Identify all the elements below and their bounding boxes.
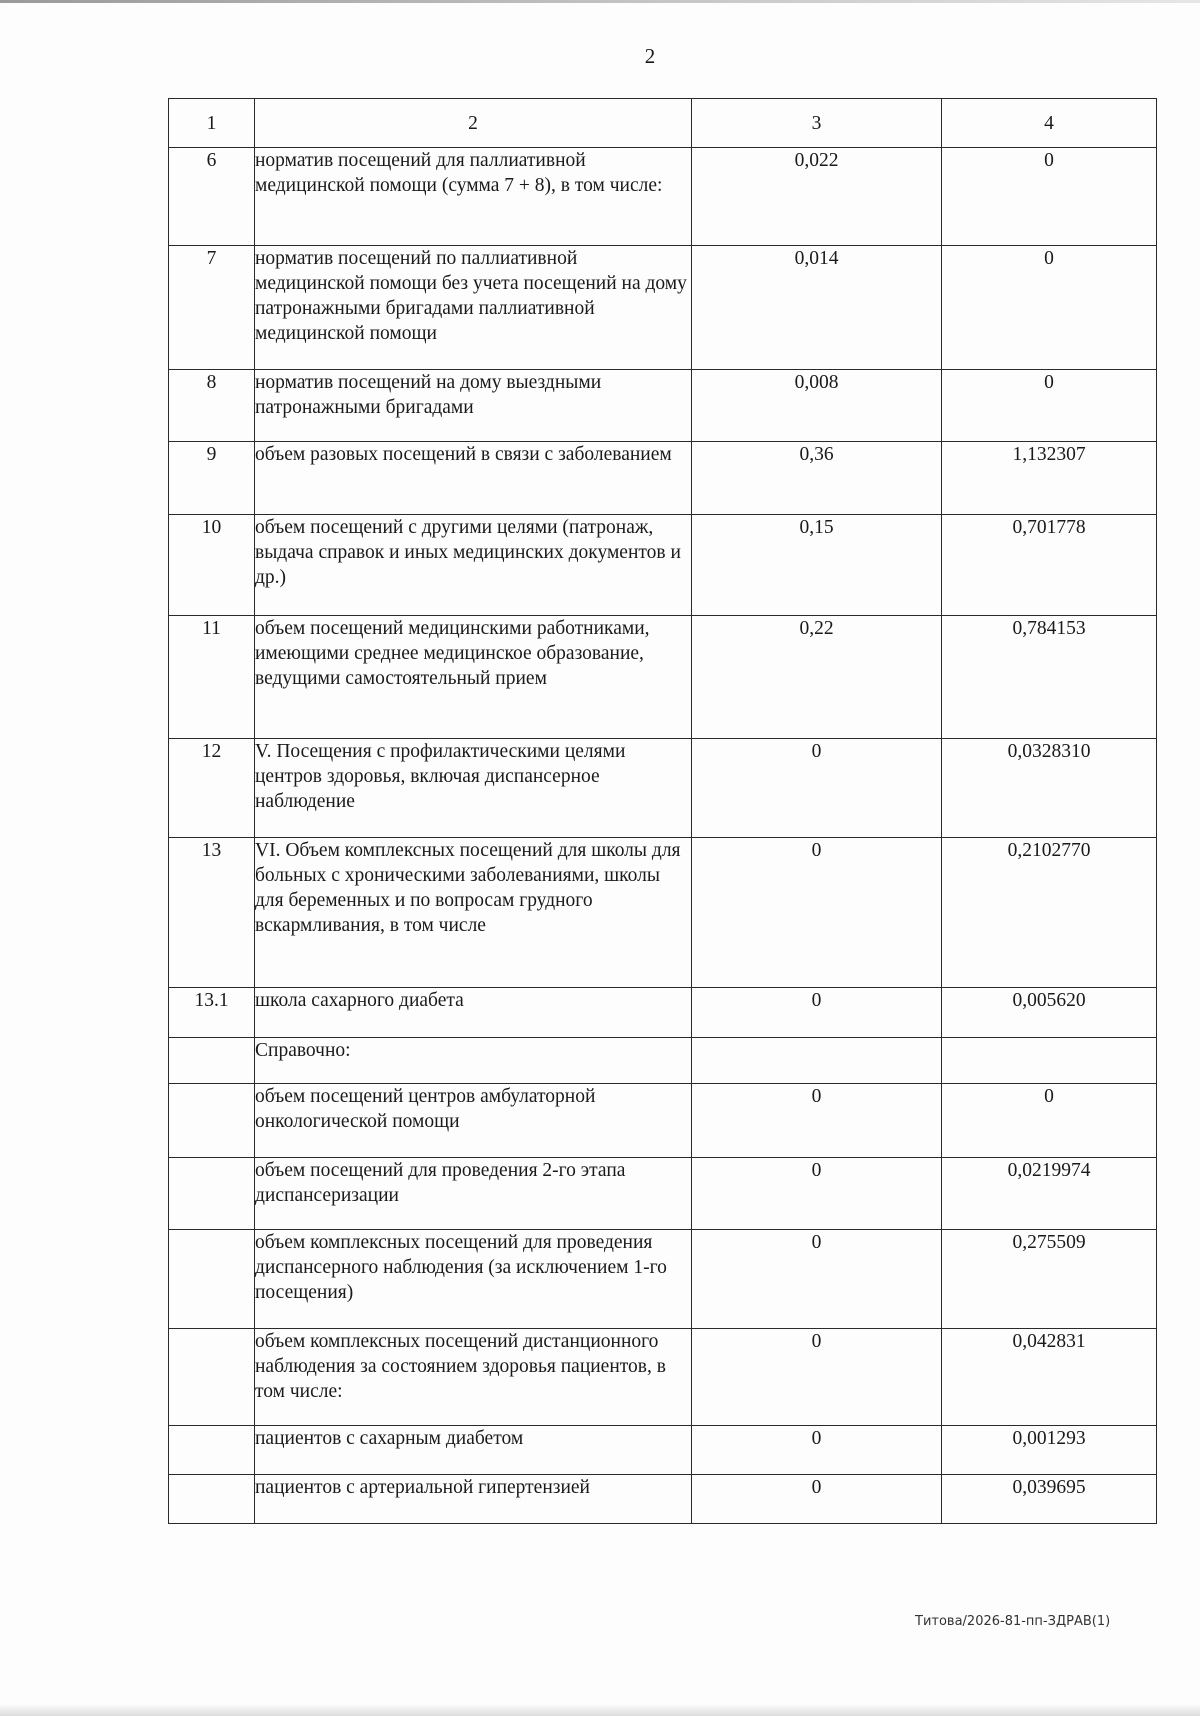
row-number [169,1329,255,1426]
table-row [169,988,1157,1038]
document-reference: Титова/2026-81-пп-ЗДРАВ(1) [915,1614,1111,1629]
row-number: 11 [169,616,255,739]
row-value-col4: 0,0219974 [942,1158,1157,1230]
row-description: объем посещений медицинскими работниками, имеющими среднее медицинское образование, ведущими самостоятельный прием [255,616,692,739]
row-number [169,1038,255,1084]
row-description: объем посещений для проведения 2-го этапа диспансеризации [255,1158,692,1230]
row-description: школа сахарного диабета [255,988,692,1038]
row-value-col4: 0,701778 [942,515,1157,616]
table-header-row [169,99,1157,148]
row-number: 10 [169,515,255,616]
row-description: норматив посещений по паллиативной медицинской помощи без учета посещений на дому патронажными бригадами паллиативной медицинской помощи [255,246,692,370]
table-row [169,1329,1157,1426]
row-value-col3: 0 [692,1475,942,1524]
header-cell-1: 1 [169,99,255,148]
row-number [169,1475,255,1524]
row-description: объем комплексных посещений дистанционного наблюдения за состоянием здоровья пациентов, в том числе: [255,1329,692,1426]
row-value-col3: 0 [692,1084,942,1158]
table-row [169,739,1157,838]
row-description: объем посещений с другими целями (патронаж, выдача справок и иных медицинских документов и др.) [255,515,692,616]
table-row [169,1230,1157,1329]
row-number [169,1230,255,1329]
table-row [169,1475,1157,1524]
row-number: 8 [169,370,255,442]
row-value-col4: 0,0328310 [942,739,1157,838]
table-row [169,246,1157,370]
row-value-col4 [942,1038,1157,1084]
row-value-col4: 0 [942,1084,1157,1158]
scan-top-edge [0,0,1200,3]
table-row [169,1158,1157,1230]
page-number: 2 [644,44,656,68]
row-value-col4: 0,784153 [942,616,1157,739]
row-value-col4: 0 [942,148,1157,246]
row-value-col4: 0,039695 [942,1475,1157,1524]
row-value-col3: 0 [692,1329,942,1426]
row-value-col3 [692,1038,942,1084]
row-description: объем разовых посещений в связи с заболеванием [255,442,692,515]
header-cell-4: 4 [942,99,1157,148]
row-number: 12 [169,739,255,838]
scan-bottom-edge [0,1704,1200,1716]
row-description: объем комплексных посещений для проведения диспансерного наблюдения (за исключением 1-го посещения) [255,1230,692,1329]
row-value-col4: 1,132307 [942,442,1157,515]
row-value-col3: 0 [692,1426,942,1475]
row-number: 6 [169,148,255,246]
table-row [169,515,1157,616]
table-row [169,1426,1157,1475]
row-number [169,1426,255,1475]
row-value-col4: 0,2102770 [942,838,1157,988]
row-value-col3: 0 [692,1158,942,1230]
row-value-col4: 0 [942,370,1157,442]
row-number [169,1158,255,1230]
row-value-col3: 0,008 [692,370,942,442]
row-value-col4: 0,005620 [942,988,1157,1038]
reference-heading: Справочно: [255,1038,692,1084]
row-description: пациентов с сахарным диабетом [255,1426,692,1475]
row-value-col3: 0 [692,838,942,988]
table-row [169,148,1157,246]
row-description: норматив посещений на дому выездными патронажными бригадами [255,370,692,442]
row-value-col3: 0 [692,988,942,1038]
row-value-col3: 0,22 [692,616,942,739]
norms-table [168,98,1157,1524]
row-number: 9 [169,442,255,515]
row-number [169,1084,255,1158]
header-cell-3: 3 [692,99,942,148]
row-value-col3: 0,022 [692,148,942,246]
row-value-col3: 0 [692,1230,942,1329]
row-number: 7 [169,246,255,370]
row-value-col4: 0,001293 [942,1426,1157,1475]
row-description: пациентов с артериальной гипертензией [255,1475,692,1524]
table-row [169,1084,1157,1158]
row-description: V. Посещения с профилактическими целями центров здоровья, включая диспансерное наблюдение [255,739,692,838]
row-value-col4: 0 [942,246,1157,370]
row-value-col3: 0 [692,739,942,838]
table-row [169,370,1157,442]
row-value-col3: 0,36 [692,442,942,515]
row-number: 13 [169,838,255,988]
table-row [169,838,1157,988]
row-value-col3: 0,014 [692,246,942,370]
table-row [169,1038,1157,1084]
table-row [169,442,1157,515]
row-value-col3: 0,15 [692,515,942,616]
row-description: VI. Объем комплексных посещений для школы для больных с хроническими заболеваниями, школы для беременных и по вопросам грудного вскармливания, в том числе [255,838,692,988]
table-row [169,616,1157,739]
row-number: 13.1 [169,988,255,1038]
row-description: норматив посещений для паллиативной медицинской помощи (сумма 7 + 8), в том числе: [255,148,692,246]
header-cell-2: 2 [255,99,692,148]
row-value-col4: 0,042831 [942,1329,1157,1426]
row-description: объем посещений центров амбулаторной онкологической помощи [255,1084,692,1158]
row-value-col4: 0,275509 [942,1230,1157,1329]
